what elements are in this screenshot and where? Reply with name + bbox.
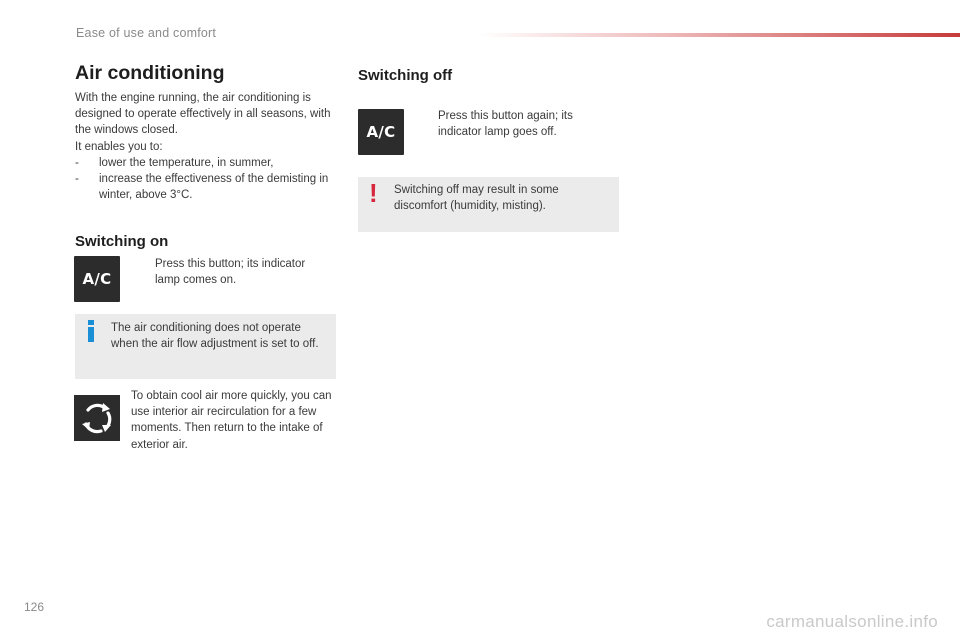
- list-dash: -: [75, 156, 79, 169]
- watermark: carmanualsonline.info: [766, 612, 938, 631]
- recirculation-text: To obtain cool air more quickly, you can use interior air recirculation for a few moments. Then return to the intake of exterior air.: [131, 390, 332, 451]
- info-note-text: The air conditioning does not operate when the air flow adjustment is set to off.: [111, 322, 319, 351]
- header-accent-bar: [480, 33, 960, 37]
- list-item-text: increase the effectiveness of the demisting in winter, above 3°C.: [99, 173, 329, 202]
- recirculation-icon: [74, 395, 120, 441]
- switching-off-step: [413, 108, 613, 140]
- list-item: [75, 171, 345, 203]
- warning-icon: !: [369, 178, 378, 208]
- section-header: Ease of use and comfort: [76, 26, 217, 40]
- info-icon: [85, 320, 97, 347]
- switching-off-heading: Switching off: [358, 67, 453, 84]
- intro-text: [75, 90, 345, 203]
- ac-button-icon: A/C: [358, 109, 404, 155]
- switching-on-heading: Switching on: [75, 233, 169, 250]
- page-number: 126: [24, 600, 45, 614]
- list-item: [75, 155, 345, 171]
- intro-enables: It enables you to:: [75, 140, 163, 153]
- step-text: Press this button again; its indicator lamp goes off.: [438, 110, 573, 139]
- intro-paragraph: With the engine running, the air conditioning is designed to operate effectively in all seasons, with the windows closed.: [75, 92, 331, 137]
- switching-on-step: [130, 256, 330, 288]
- step-text: Press this button; its indicator lamp comes on.: [155, 258, 306, 287]
- warning-note-text: Switching off may result in some discomfort (humidity, misting).: [394, 184, 559, 213]
- page-title: Air conditioning: [75, 62, 225, 84]
- list-item-text: lower the temperature, in summer,: [99, 156, 274, 169]
- list-dash: -: [75, 173, 79, 186]
- ac-button-icon: A/C: [74, 256, 120, 302]
